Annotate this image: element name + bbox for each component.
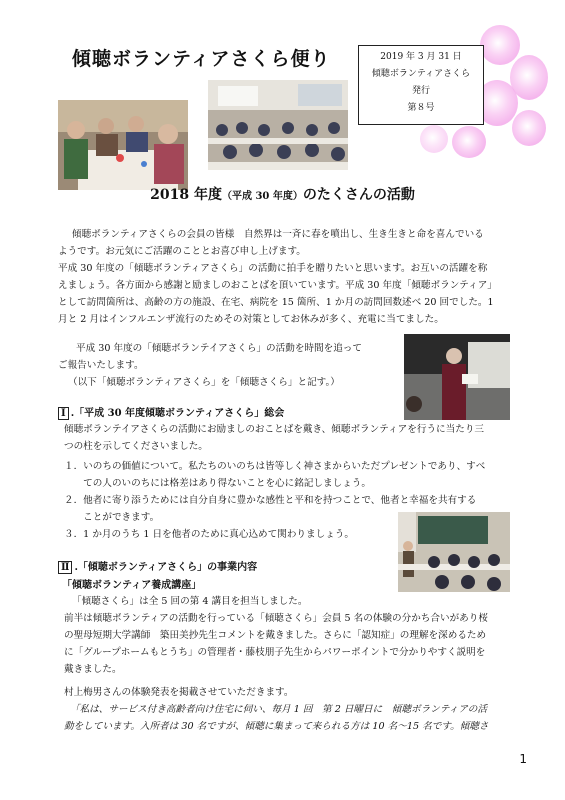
intro-line: 平成 30 年度の「傾聴ボランティアさくら」の活動に拍手を贈りたいと思います。お互いの活躍を称 bbox=[58, 263, 488, 274]
section-2-line: に「グループホームもとうち」の管理者・藤枝朋子先生からパワーポイントで分かりやすく説明を bbox=[64, 647, 486, 658]
page-number: 1 bbox=[519, 752, 527, 766]
list-item: ての人のいのちには格差はあり得ないことを心に銘記しましょう。 bbox=[64, 478, 371, 489]
cherry-petal-decoration bbox=[512, 110, 546, 146]
section-1-title: .「平成 30 年度傾聴ボランティアさくら」総会 bbox=[70, 408, 285, 419]
report-line: 平成 30 年度の「傾聴ボランテイアさくら」の活動を時間を追って bbox=[76, 343, 362, 354]
section-1-heading bbox=[58, 404, 284, 420]
section-2-title: .「傾聴ボランティアさくら」の事業内容 bbox=[74, 562, 258, 573]
section-1-line: 傾聴ボランテイアさくらの活動にお励ましのおことばを戴き、傾聴ボランティアを行うに当たり三 bbox=[64, 424, 485, 435]
intro-line: えましょう。各方面から感謝と励ましのおことばを頂いています。平成 30 年度「傾聴ボランティア」 bbox=[58, 280, 497, 291]
section-2-line: の聖母短期大学講師 築田美抄先生コメントを戴きました。さらに「認知症」の理解を深めるため bbox=[64, 630, 487, 641]
section-2-closing bbox=[64, 684, 489, 735]
section-2-line: 戴きました。 bbox=[64, 664, 122, 675]
section-2-line: 村上梅男さんの体験発表を掲載させていただきます。 bbox=[64, 687, 294, 698]
cherry-petal-decoration bbox=[420, 125, 448, 153]
section-1-number: Ⅰ bbox=[58, 407, 69, 420]
section-2-line: 「傾聴さくら」は全 5 回の第 4 講目を担当しました。 bbox=[72, 596, 308, 607]
list-item: ３．1 か月のうち 1 日を他者のために真心込めて関わりましょう。 bbox=[64, 529, 354, 540]
section-2-heading bbox=[58, 558, 257, 574]
photo-meeting-table bbox=[58, 100, 188, 190]
report-line: （以下「傾聴ボランティアさくら」を「傾聴さくら」と記す。） bbox=[68, 377, 340, 388]
intro-line: 月と 2 月はインフルエンザ流行のためその対策としてお休みが多く、充電に当てました。 bbox=[58, 314, 444, 325]
section-2-body bbox=[64, 593, 488, 678]
issue-number: 第８号 bbox=[407, 103, 435, 113]
section-1-body bbox=[64, 421, 484, 455]
section-2-number: Ⅱ bbox=[58, 561, 72, 574]
section-2-quote-line: 動をしています。入所者は 30 名ですが、傾聴に集まって来られる方は 10 名～15 名です。傾聴さ bbox=[64, 721, 489, 732]
report-paragraph bbox=[58, 340, 362, 391]
cherry-petal-decoration bbox=[452, 126, 486, 158]
photo-speaker bbox=[404, 334, 510, 420]
intro-line: 傾聴ボランティアさくらの会員の皆様 自然界は一斉に春を噴出し、生き生きと命を喜んでいる bbox=[72, 229, 484, 240]
newsletter-title: 傾聴ボランティアさくら便り bbox=[72, 48, 331, 70]
list-item: １．いのちの価値について。私たちのいのちは皆等しく神さまからいただプレゼントであり、すべ bbox=[64, 461, 486, 472]
intro-line: として訪問箇所は、高齢の方の施設、在宅、病院を 15 箇所、1 か月の訪問回数述べ 20 回でした。1 bbox=[58, 297, 494, 308]
section-1-line: つの柱を示してくださいました。 bbox=[64, 441, 208, 452]
list-item: ことができます。 bbox=[64, 512, 160, 523]
report-line: ご報告いたします。 bbox=[58, 360, 144, 371]
cherry-petal-decoration bbox=[480, 25, 520, 65]
intro-line: ようです。お元気にご活躍のこととお喜び申し上げます。 bbox=[58, 246, 306, 257]
list-item: ２．他者に寄り添うためには自分自身に豊かな感性と平和を持つことで、他者と幸福を共有する bbox=[64, 495, 477, 506]
intro-paragraph bbox=[58, 226, 497, 328]
issued-label: 発行 bbox=[411, 86, 430, 96]
subtitle-rest: のたくさんの活動 bbox=[302, 187, 415, 203]
issue-info-box bbox=[358, 45, 484, 125]
section-2-quote-line: 「私は、サービス付き高齢者向け住宅に伺い、毎月 1 回 第 2 日曜日に 傾聴ボランティアの活 bbox=[70, 704, 487, 715]
issuer-name: 傾聴ボランティアさくら bbox=[371, 69, 471, 79]
subtitle-year: 2018 年度 bbox=[150, 187, 222, 203]
photo-lecture-hall bbox=[208, 80, 348, 170]
photo-classroom bbox=[398, 512, 510, 592]
issue-date: 2019 年 3 月 31 日 bbox=[380, 52, 462, 62]
subtitle-year-note: （平成 30 年度） bbox=[221, 191, 303, 202]
page-subtitle bbox=[0, 184, 565, 204]
section-2-subheading: 「傾聴ボランティア養成講座」 bbox=[62, 580, 202, 591]
section-2-line: 前半は傾聴ボランティアの活動を行っている「傾聴さくら」会員 5 名の体験の分かち合いがあり桜 bbox=[64, 613, 488, 624]
